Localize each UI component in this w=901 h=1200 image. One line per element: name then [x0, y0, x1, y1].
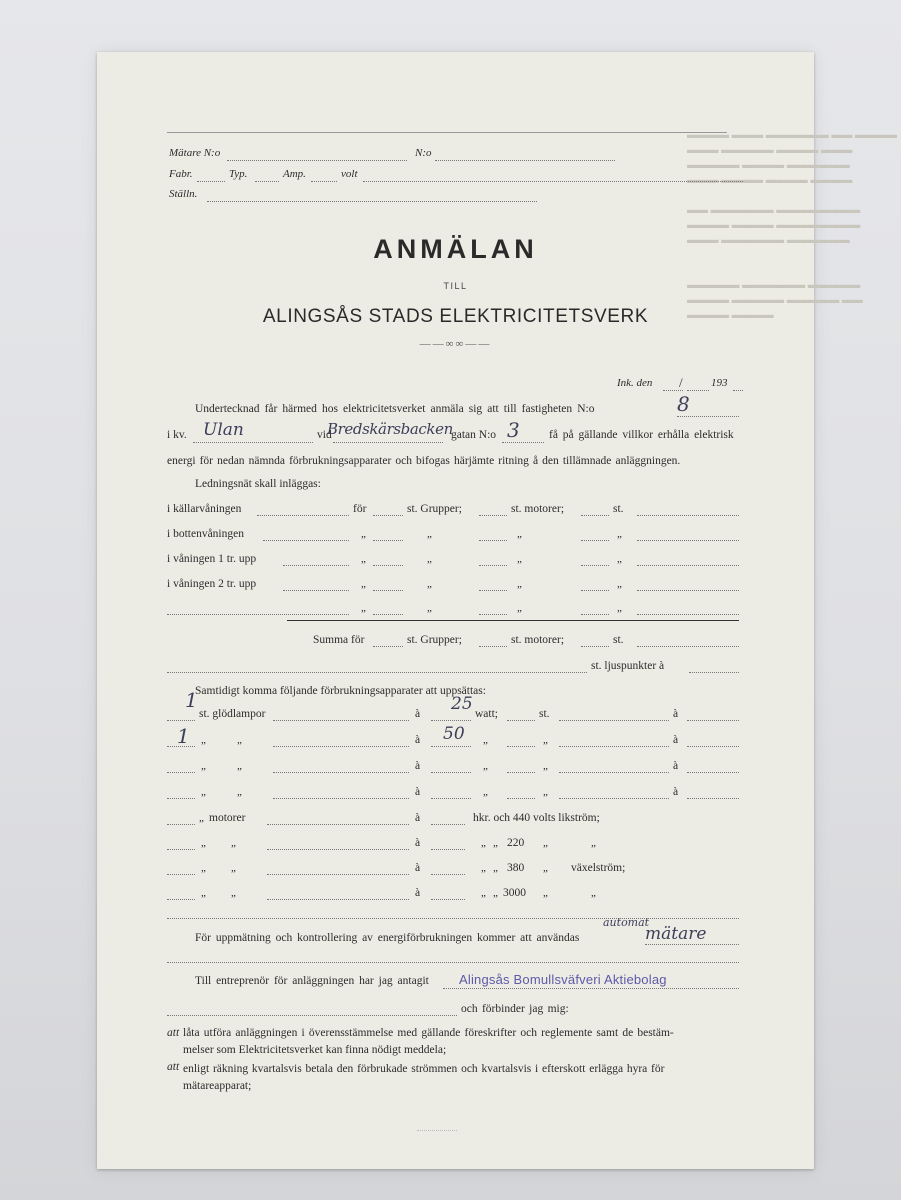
ditto-mark: „ — [201, 887, 206, 899]
stalln-label: Ställn. — [169, 188, 198, 200]
motor-desc-field-1[interactable] — [267, 824, 409, 825]
floor-1tr: i våningen 1 tr. upp — [167, 553, 257, 565]
volt-label: volt — [341, 168, 358, 180]
motorer-label: motorer — [209, 812, 246, 824]
motor-qty-field-3[interactable] — [167, 874, 195, 875]
ditto-mark: „ — [427, 578, 432, 590]
ink-year: 193 — [711, 377, 728, 389]
ditto-mark: „ — [481, 837, 486, 849]
ditto-mark: „ — [543, 837, 548, 849]
summa-grupper-field[interactable] — [373, 646, 403, 647]
ditto-mark: „ — [201, 760, 206, 772]
summa-rule — [287, 620, 739, 621]
tr1-grupper-field[interactable] — [373, 565, 403, 566]
ljuspunkter-count-field[interactable] — [167, 672, 587, 673]
a-label: à — [415, 786, 421, 798]
for-label: för — [353, 503, 367, 515]
ditto-mark: „ — [237, 760, 242, 772]
summa-motorer-field[interactable] — [479, 646, 507, 647]
street-value: Bredskärsbacken — [327, 420, 453, 438]
att-clause-1-line-1: låta utföra anläggningen i överensstämmelse med gällande föreskrifter och reglemente samt de bestäm- — [183, 1027, 674, 1039]
ditto-mark: „ — [517, 528, 522, 540]
ljuspunkter-label: st. ljuspunkter à — [591, 660, 665, 672]
property-no-field[interactable] — [677, 416, 739, 417]
ditto-mark: „ — [493, 887, 498, 899]
street-no-field[interactable] — [502, 442, 544, 443]
ditto-mark: „ — [617, 578, 622, 590]
ditto-mark: „ — [591, 887, 596, 899]
measurement-text: För uppmätning och kontrollering av energiförbrukningen kommer att användas — [195, 932, 580, 944]
ditto-mark: „ — [543, 862, 548, 874]
bleed-through-text: ▬▬▬▬ ▬▬▬ ▬▬▬▬▬▬ ▬▬ ▬▬▬▬ ▬▬▬ ▬▬▬▬▬ ▬▬▬▬ ▬▬▬ ▬▬▬▬▬ ▬▬▬▬ ▬▬▬▬▬▬ ▬▬▬ ▬▬▬▬ ▬▬▬▬ ▬▬▬▬ ▬▬ ▬▬▬▬▬▬ ▬▬▬▬▬▬▬▬ ▬▬▬▬ ▬▬▬▬ ▬▬▬▬▬▬▬▬ ▬▬▬ ▬▬▬▬▬▬ ▬▬▬▬▬▬ ▬▬▬▬▬ ▬▬▬▬▬▬ ▬▬▬▬▬ ▬▬▬▬ ▬▬▬▬▬ ▬▬▬▬▬ ▬▬ ▬▬▬▬ ▬▬▬▬ — [687, 130, 897, 321]
volt-3000: 3000 — [503, 887, 526, 899]
a-label: à — [673, 760, 679, 772]
street-no-value: 3 — [507, 418, 520, 442]
form-title: ANMÄLAN — [373, 234, 538, 264]
att-clause-1-line-2: melser som Elektricitetsverket kan finna nödigt meddela; — [183, 1044, 447, 1056]
ditto-mark: „ — [617, 553, 622, 565]
measurement-field[interactable] — [645, 944, 739, 945]
hkr-field-4[interactable] — [431, 899, 465, 900]
kallare-motorer-field[interactable] — [479, 515, 507, 516]
kv-value: Ulan — [203, 420, 244, 440]
ditto-mark: „ — [543, 887, 548, 899]
a-label: à — [415, 760, 421, 772]
kallare-st-field[interactable] — [581, 515, 609, 516]
ink-year-field[interactable] — [733, 390, 743, 391]
meter-no-field[interactable] — [227, 160, 407, 161]
kallare-grupper-label: st. Grupper; — [407, 503, 462, 515]
street-field[interactable] — [333, 442, 443, 443]
organisation-name: ALINGSÅS STADS ELEKTRICITETSVERK — [262, 306, 649, 327]
floor-2tr-fill — [283, 590, 349, 591]
tr2-motorer-field[interactable] — [479, 590, 507, 591]
glodlampor-desc-field-2[interactable] — [273, 746, 409, 747]
no-label: N:o — [415, 147, 432, 159]
tr2-st-field[interactable] — [581, 590, 609, 591]
contractor-extra-field[interactable] — [167, 1015, 457, 1016]
top-rule — [167, 132, 727, 133]
fabr-field[interactable] — [197, 181, 225, 182]
ditto-mark: „ — [231, 837, 236, 849]
measurement-handwritten-above: automat — [603, 916, 650, 929]
st-field-2[interactable] — [507, 746, 535, 747]
ditto-mark: „ — [543, 760, 548, 772]
ditto-mark: „ — [483, 734, 488, 746]
ditto-mark: „ — [517, 553, 522, 565]
motor-qty-field-4[interactable] — [167, 899, 195, 900]
a-label: à — [415, 887, 421, 899]
measurement-value: mätare — [645, 924, 707, 944]
ink-date-label: Ink. den — [617, 377, 653, 389]
hkr-field-1[interactable] — [431, 824, 465, 825]
a-label: à — [673, 734, 679, 746]
glodlampor-label: st. glödlampor — [199, 708, 266, 720]
meter-no-label: Mätare N:o — [169, 147, 221, 159]
glodlampor-qty-field-3[interactable] — [167, 772, 195, 773]
ditto-mark: „ — [617, 528, 622, 540]
glodlampor-desc-field-4[interactable] — [273, 798, 409, 799]
stalln-field[interactable] — [207, 201, 537, 202]
watt-label: watt; — [475, 708, 498, 720]
a-label: à — [415, 708, 421, 720]
watt-value-2: 50 — [443, 724, 465, 744]
ditto-mark: „ — [543, 734, 548, 746]
st-field-3[interactable] — [507, 772, 535, 773]
floor-1tr-fill — [283, 565, 349, 566]
vaxelstrom-label: växelström; — [571, 862, 626, 874]
ditto-mark: „ — [201, 734, 206, 746]
glodlampor-qty-field-1[interactable] — [167, 720, 195, 721]
ditto-mark: „ — [361, 528, 366, 540]
ditto-mark: „ — [237, 786, 242, 798]
ink-month-field[interactable] — [687, 390, 709, 391]
ditto-mark: „ — [427, 553, 432, 565]
a-label: à — [415, 862, 421, 874]
watt-field-3[interactable] — [431, 772, 471, 773]
motor-desc-field-3[interactable] — [267, 874, 409, 875]
att-clause-2-line-1: enligt räkning kvartalsvis betala den förbrukade strömmen och kvartalsvis i efterskott erlägga hyra för — [183, 1063, 665, 1075]
floor-botten-fill — [263, 540, 349, 541]
ditto-mark: „ — [231, 862, 236, 874]
contractor-text: Till entreprenör för anläggningen har jag antagit — [195, 975, 429, 987]
property-no-value: 8 — [677, 392, 690, 416]
title-ornament: ——∞∞—— — [419, 338, 492, 350]
st-field-4[interactable] — [507, 798, 535, 799]
extra-floor-field[interactable] — [167, 614, 349, 615]
no-field[interactable] — [435, 160, 615, 161]
tr2-end-field[interactable] — [637, 590, 739, 591]
glodlampor-qty-2: 1 — [177, 724, 190, 748]
ditto-mark: „ — [483, 786, 488, 798]
intro-line-1: Undertecknad får härmed hos elektricitetsverket anmäla sig att till fastigheten N:o — [195, 403, 595, 415]
motor-qty-field-2[interactable] — [167, 849, 195, 850]
summa-grupper-label: st. Grupper; — [407, 634, 462, 646]
tr1-motorer-field[interactable] — [479, 565, 507, 566]
bottom-faint-mark — [417, 1130, 457, 1131]
vid-label: vid — [317, 429, 332, 441]
watt-field-1[interactable] — [431, 720, 471, 721]
motor-desc-field-4[interactable] — [267, 899, 409, 900]
ditto-mark: „ — [517, 602, 522, 614]
summa-label: Summa för — [313, 634, 365, 646]
att-label-1: att — [167, 1027, 180, 1039]
st-a-field-2[interactable] — [687, 746, 739, 747]
summa-motorer-label: st. motorer; — [511, 634, 565, 646]
botten-grupper-field[interactable] — [373, 540, 403, 541]
ditto-mark: „ — [361, 578, 366, 590]
ditto-mark: „ — [201, 862, 206, 874]
st-desc-field-2[interactable] — [559, 746, 669, 747]
intro-line-2-end: få på gällande villkor erhålla elektrisk — [549, 429, 734, 441]
extra-grupper-field[interactable] — [373, 614, 403, 615]
ditto-mark: „ — [201, 837, 206, 849]
glodlampor-qty-field-4[interactable] — [167, 798, 195, 799]
summa-st-label: st. — [613, 634, 624, 646]
st-desc-field-4[interactable] — [559, 798, 669, 799]
extra-end-field[interactable] — [637, 614, 739, 615]
ditto-mark: „ — [617, 602, 622, 614]
extra-st-field[interactable] — [581, 614, 609, 615]
glodlampor-desc-field-1[interactable] — [273, 720, 409, 721]
kallare-st-label: st. — [613, 503, 624, 515]
hkr-field-3[interactable] — [431, 874, 465, 875]
ditto-mark: „ — [427, 528, 432, 540]
ljuspunkter-field[interactable] — [689, 672, 739, 673]
a-label: à — [673, 786, 679, 798]
volt-380: 380 — [507, 862, 525, 874]
ditto-mark: „ — [591, 837, 596, 849]
kallare-grupper-field[interactable] — [373, 515, 403, 516]
amp-label: Amp. — [283, 168, 306, 180]
a-label: à — [415, 734, 421, 746]
ledningsnat-heading: Ledningsnät skall inläggas: — [195, 478, 321, 490]
title-till: TILL — [443, 281, 468, 291]
st-label: st. — [539, 708, 550, 720]
botten-end-field[interactable] — [637, 540, 739, 541]
botten-st-field[interactable] — [581, 540, 609, 541]
ditto-mark: „ — [543, 786, 548, 798]
st-desc-field-3[interactable] — [559, 772, 669, 773]
st-desc-field-1[interactable] — [559, 720, 669, 721]
motor-desc-field-2[interactable] — [267, 849, 409, 850]
gatan-no-label: gatan N:o — [451, 429, 497, 441]
apparatus-extra-field[interactable] — [167, 918, 739, 919]
measurement-extra-field[interactable] — [167, 962, 739, 963]
tr1-st-field[interactable] — [581, 565, 609, 566]
floor-2tr: i våningen 2 tr. upp — [167, 578, 257, 590]
floor-kallare: i källarvåningen — [167, 503, 242, 515]
ditto-mark: „ — [427, 602, 432, 614]
ditto-mark: „ — [237, 734, 242, 746]
summa-end-field[interactable] — [637, 646, 739, 647]
summa-st-field[interactable] — [581, 646, 609, 647]
volt-field[interactable] — [363, 181, 743, 182]
form-sheet — [97, 52, 897, 1169]
st-a-field-1[interactable] — [687, 720, 739, 721]
kallare-end-field[interactable] — [637, 515, 739, 516]
ditto-mark: „ — [493, 862, 498, 874]
typ-field[interactable] — [255, 181, 279, 182]
extra-motorer-field[interactable] — [479, 614, 507, 615]
watt-field-4[interactable] — [431, 798, 471, 799]
ditto-mark: „ — [199, 812, 204, 824]
att-clause-2-line-2: mätareapparat; — [183, 1080, 252, 1092]
ditto-mark: „ — [517, 578, 522, 590]
ditto-mark: „ — [361, 602, 366, 614]
hkr-field-2[interactable] — [431, 849, 465, 850]
intro-line-3: energi för nedan nämnda förbrukningsapparater och bifogas härjämte ritning å den tillämnade anläggningen. — [167, 455, 681, 467]
kv-field[interactable] — [193, 442, 313, 443]
fabr-label: Fabr. — [169, 168, 193, 180]
floor-kallare-fill — [257, 515, 349, 516]
contractor-stamp: Alingsås Bomullsväfveri Aktiebolag — [459, 972, 667, 987]
ditto-mark: „ — [483, 760, 488, 772]
st-a-field-3[interactable] — [687, 772, 739, 773]
glodlampor-qty-1: 1 — [185, 688, 198, 712]
ink-slash: / — [679, 375, 683, 390]
a-label: à — [415, 812, 421, 824]
typ-label: Typ. — [229, 168, 248, 180]
a-label: à — [415, 837, 421, 849]
floor-botten: i bottenvåningen — [167, 528, 244, 540]
i-kv-label: i kv. — [167, 429, 187, 441]
motor-qty-field-1[interactable] — [167, 824, 195, 825]
botten-motorer-field[interactable] — [479, 540, 507, 541]
ditto-mark: „ — [481, 862, 486, 874]
st-field-1[interactable] — [507, 720, 535, 721]
a-label: à — [673, 708, 679, 720]
watt-field-2[interactable] — [431, 746, 471, 747]
amp-field[interactable] — [311, 181, 337, 182]
watt-value-1: 25 — [451, 694, 473, 714]
contractor-field[interactable] — [443, 988, 739, 989]
glodlampor-desc-field-3[interactable] — [273, 772, 409, 773]
ditto-mark: „ — [201, 786, 206, 798]
ditto-mark: „ — [231, 887, 236, 899]
tr2-grupper-field[interactable] — [373, 590, 403, 591]
glodlampor-qty-field-2[interactable] — [167, 746, 195, 747]
kallare-motorer-label: st. motorer; — [511, 503, 565, 515]
ditto-mark: „ — [481, 887, 486, 899]
tr1-end-field[interactable] — [637, 565, 739, 566]
att-label-2: att — [167, 1061, 180, 1073]
obligation-text: och förbinder jag mig: — [461, 1003, 569, 1015]
apparatus-heading: Samtidigt komma följande förbrukningsapparater att uppsättas: — [195, 685, 486, 697]
st-a-field-4[interactable] — [687, 798, 739, 799]
ditto-mark: „ — [493, 837, 498, 849]
ditto-mark: „ — [361, 553, 366, 565]
hkr-label: hkr. och 440 volts likström; — [473, 812, 600, 824]
volt-220: 220 — [507, 837, 525, 849]
